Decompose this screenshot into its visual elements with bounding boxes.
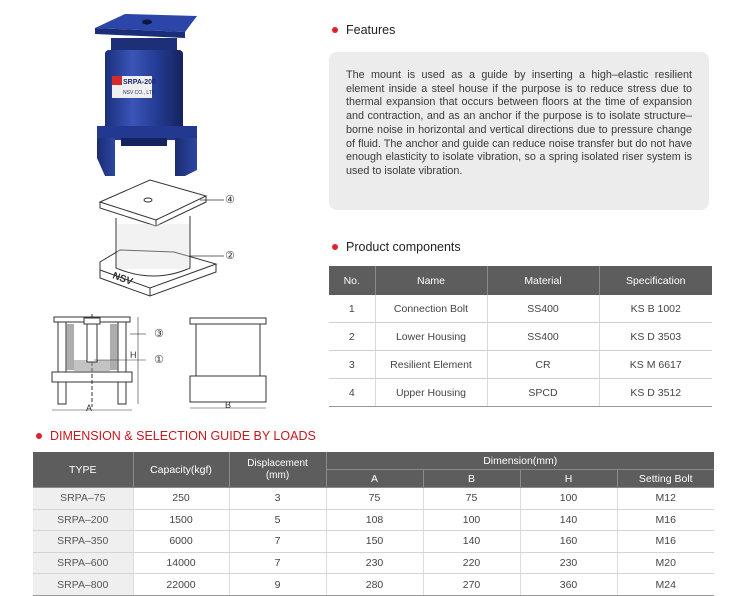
dim-b-label: B — [225, 400, 232, 410]
callout-1: ① — [154, 354, 164, 366]
cell-spec: KS M 6617 — [599, 351, 712, 379]
features-heading: Features — [332, 23, 395, 37]
cell-type: SRPA–800 — [33, 574, 133, 596]
col-header-b: B — [423, 470, 520, 488]
cell-h: 100 — [520, 488, 617, 510]
dimension-table — [33, 452, 714, 596]
components-heading: Product components — [332, 240, 461, 254]
table-row — [329, 295, 712, 323]
cell-no: 1 — [329, 295, 375, 323]
cell-type: SRPA–75 — [33, 488, 133, 510]
section-drawing — [50, 312, 150, 414]
cell-displacement: 3 — [229, 488, 326, 510]
cell-no: 2 — [329, 323, 375, 351]
col-header-dimension: Dimension(mm) — [326, 452, 714, 470]
cell-capacity: 1500 — [133, 509, 229, 531]
components-table — [329, 266, 712, 407]
dim-a-label: A — [86, 403, 93, 413]
table-header-row — [33, 452, 714, 470]
cell-setting-bolt: M16 — [617, 531, 714, 553]
cell-material: SS400 — [487, 295, 599, 323]
cell-a: 150 — [326, 531, 423, 553]
cell-spec: KS D 3503 — [599, 323, 712, 351]
cell-spec: KS B 1002 — [599, 295, 712, 323]
cell-setting-bolt: M24 — [617, 574, 714, 596]
cell-a: 108 — [326, 509, 423, 531]
cell-type: SRPA–600 — [33, 552, 133, 574]
cell-h: 360 — [520, 574, 617, 596]
bullet-icon — [332, 27, 338, 33]
svg-text:NSV: NSV — [110, 270, 135, 288]
callout-3: ③ — [154, 328, 164, 340]
cell-no: 4 — [329, 379, 375, 407]
product-maker-label: NSV CO., LTD — [123, 90, 156, 96]
bullet-icon — [36, 433, 42, 439]
col-header-name: Name — [375, 266, 487, 295]
product-photo — [85, 8, 215, 178]
table-row — [33, 531, 714, 553]
cell-h: 230 — [520, 552, 617, 574]
cell-h: 140 — [520, 509, 617, 531]
cell-name: Lower Housing — [375, 323, 487, 351]
cell-capacity: 6000 — [133, 531, 229, 553]
cell-a: 230 — [326, 552, 423, 574]
cell-b: 270 — [423, 574, 520, 596]
cell-a: 280 — [326, 574, 423, 596]
cell-displacement: 7 — [229, 531, 326, 553]
cell-material: SS400 — [487, 323, 599, 351]
cell-displacement: 9 — [229, 574, 326, 596]
col-header-h: H — [520, 470, 617, 488]
cell-setting-bolt: M16 — [617, 509, 714, 531]
callout-2: ② — [225, 250, 235, 262]
cell-b: 100 — [423, 509, 520, 531]
cell-setting-bolt: M12 — [617, 488, 714, 510]
table-row — [33, 488, 714, 510]
col-header-setting-bolt: Setting Bolt — [617, 470, 714, 488]
table-row — [329, 323, 712, 351]
cell-setting-bolt: M20 — [617, 552, 714, 574]
cell-capacity: 14000 — [133, 552, 229, 574]
dimension-guide-heading: DIMENSION & SELECTION GUIDE BY LOADS — [36, 429, 316, 443]
dim-h-label: H — [130, 350, 137, 360]
cell-displacement: 7 — [229, 552, 326, 574]
cell-b: 220 — [423, 552, 520, 574]
cell-b: 75 — [423, 488, 520, 510]
cell-displacement: 5 — [229, 509, 326, 531]
isometric-drawing — [90, 172, 250, 302]
table-row — [33, 509, 714, 531]
cell-b: 140 — [423, 531, 520, 553]
cell-name: Upper Housing — [375, 379, 487, 407]
cell-material: SPCD — [487, 379, 599, 407]
callout-4: ④ — [225, 194, 235, 206]
col-header-displacement: Displacement (mm) — [229, 452, 326, 488]
cell-capacity: 22000 — [133, 574, 229, 596]
cell-spec: KS D 3512 — [599, 379, 712, 407]
table-row — [329, 351, 712, 379]
cell-capacity: 250 — [133, 488, 229, 510]
cell-h: 160 — [520, 531, 617, 553]
cell-material: CR — [487, 351, 599, 379]
cell-type: SRPA–350 — [33, 531, 133, 553]
col-header-no: No. — [329, 266, 375, 295]
cell-a: 75 — [326, 488, 423, 510]
bullet-icon — [332, 244, 338, 250]
features-box — [329, 52, 709, 210]
features-text: The mount is used as a guide by inserting a high–elastic resilient element inside a steel house if the purpose is to reduce stress due to thermal expansion that occurs between floors at the time of expansion and contraction, and as an anchor if the purpose is to isolate structure–borne noise in horizontal and vertical directions due to pressure change of fluid. The anchor and guide can reduce noise transfer but do not have enough elasticity to isolate vibration, so a spring isolated riser system is used to isolate vibration. — [346, 69, 692, 177]
product-model-label: SRPA-200 — [123, 79, 156, 86]
table-row — [33, 552, 714, 574]
col-header-material: Material — [487, 266, 599, 295]
col-header-specification: Specification — [599, 266, 712, 295]
cell-no: 3 — [329, 351, 375, 379]
table-row — [329, 379, 712, 407]
cell-name: Resilient Element — [375, 351, 487, 379]
col-header-type: TYPE — [33, 452, 133, 488]
table-row — [33, 574, 714, 596]
cell-type: SRPA–200 — [33, 509, 133, 531]
col-header-a: A — [326, 470, 423, 488]
col-header-capacity: Capacity(kgf) — [133, 452, 229, 488]
cell-name: Connection Bolt — [375, 295, 487, 323]
table-header-row — [329, 266, 712, 295]
